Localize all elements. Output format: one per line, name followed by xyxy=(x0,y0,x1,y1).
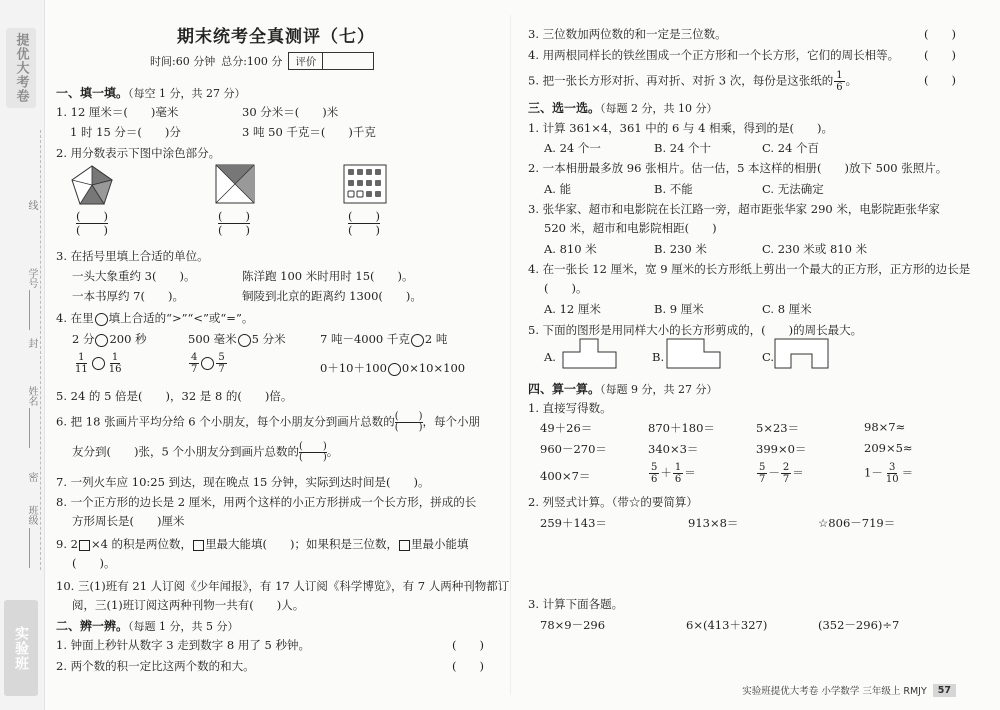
s2-q3-answer[interactable]: ( ) xyxy=(924,27,956,41)
s1-q4d: $\frac{1}{11}$ $\frac{1}{16}$ xyxy=(75,352,122,375)
q6-frac-blank-1[interactable]: $\frac{( )}{( )}$ xyxy=(394,411,423,433)
brand-logo-top: 提优大考卷 xyxy=(6,28,36,108)
section1-title: 一、填一填。（每空 1 分，共 27 分） xyxy=(56,86,246,100)
page-footer xyxy=(742,683,956,697)
page-title: 期末统考全真测评（七） xyxy=(177,27,375,47)
calc-10: $\frac{5}{6}$ ＋ $\frac{1}{6}$ ＝ xyxy=(651,462,696,485)
calc-7: 399×0＝ xyxy=(756,442,807,456)
s3-q4-opt-b[interactable]: B. 9 厘米 xyxy=(654,302,704,316)
shape-a xyxy=(562,338,618,370)
answer-circle[interactable] xyxy=(411,334,424,347)
calc-5: 960－270＝ xyxy=(540,442,607,456)
s1-q10-line2: 阅，三(1)班订阅这两种刊物一共有( )人。 xyxy=(72,598,305,612)
s1-q2: 2. 用分数表示下图中涂色部分。 xyxy=(56,146,221,160)
rating-label: 评价 xyxy=(295,55,317,68)
square-blank-icon xyxy=(79,540,90,551)
page-number: 57 xyxy=(933,684,956,697)
s1-q6-line1: 6. 把 18 张画片平均分给 6 个小朋友，每个小朋友分到画片总数的 $\frac{( )}{( )}$ ，每个小朋 xyxy=(56,411,481,433)
name-blank[interactable] xyxy=(29,408,30,448)
s1-q9-line1: 9. 2 ×4 的积是两位数， 里最大能填( )；如果积是三位数， 里最小能填 xyxy=(56,537,469,551)
q6-frac-blank-2[interactable]: $\frac{( )}{( )}$ xyxy=(298,441,327,463)
s2-q1: 1. 钟面上秒针从数字 3 走到数字 8 用了 5 秒钟。 xyxy=(56,638,311,652)
s1-q8-line2: 方形周长是( )厘米 xyxy=(72,514,185,528)
s1-q1d: 3 吨 50 千克＝( )千克 xyxy=(242,125,376,139)
s2-q2-answer[interactable]: ( ) xyxy=(452,659,484,673)
s3-q3-opt-a[interactable]: A. 810 米 xyxy=(544,242,597,256)
s1-q4b: 500 毫米 5 分米 xyxy=(188,332,286,346)
s3-q4-line1: 4. 在一张长 12 厘米，宽 9 厘米的长方形纸上剪出一个最大的正方形，正方形的边长是 xyxy=(528,262,971,276)
s2-q2: 2. 两个数的积一定比这两个数的和大。 xyxy=(56,659,255,673)
grid-figure xyxy=(343,164,387,204)
s3-q1-opt-a[interactable]: A. 24 个一 xyxy=(544,141,601,155)
compare-circle-icon xyxy=(95,313,108,326)
footer-text: 实验班提优大考卷 小学数学 三年级上 RMJY xyxy=(742,686,927,697)
brand-logo-bottom: 实验班 xyxy=(4,600,38,696)
s1-q5: 5. 24 的 5 倍是( )，32 是 8 的( )倍。 xyxy=(56,389,293,403)
answer-circle[interactable] xyxy=(92,357,105,370)
s2-q1-answer[interactable]: ( ) xyxy=(452,638,484,652)
q2-answer-2[interactable]: ( ) ( ) xyxy=(218,209,250,237)
s1-q3b: 陈洋跑 100 米时用时 15( )。 xyxy=(242,269,414,283)
section2-title: 二、辨一辨。（每题 1 分，共 5 分） xyxy=(56,619,239,633)
s3-q5-opt-c[interactable]: C. xyxy=(762,350,775,364)
calc-1: 49＋26＝ xyxy=(540,421,593,435)
bind-label-dense: 密 xyxy=(26,472,37,482)
s1-q3a: 一头大象重约 3( )。 xyxy=(72,269,196,283)
answer-circle[interactable] xyxy=(95,334,108,347)
calc-2: 870＋180＝ xyxy=(648,421,715,435)
binding-strip xyxy=(0,0,45,710)
s1-q1a: 1. 12 厘米＝( )毫米 xyxy=(56,105,179,119)
square-blank-icon xyxy=(193,540,204,551)
s1-q10-line1: 10. 三(1)班有 21 人订阅《少年闻报》，有 17 人订阅《科学博览》，有 7 人两种刊物都订 xyxy=(56,579,510,593)
exam-meta xyxy=(150,52,374,70)
s3-q4-line2: ( )。 xyxy=(544,281,588,295)
vertical-calc-1: 259＋143＝ xyxy=(540,516,607,530)
s3-q4-opt-c[interactable]: C. 8 厘米 xyxy=(762,302,812,316)
pentagon-figure xyxy=(70,164,114,206)
s1-q1b: 30 分米＝( )米 xyxy=(242,105,339,119)
calc-6: 340×3＝ xyxy=(648,442,699,456)
s3-q2: 2. 一本相册最多放 96 张相片。估一估，5 本这样的相册( )放下 500 张照片。 xyxy=(528,161,948,175)
s4-q1: 1. 直接写得数。 xyxy=(528,401,612,415)
vertical-calc-3: ☆806－719＝ xyxy=(818,516,896,530)
calc-11: $\frac{5}{7}$ － $\frac{2}{7}$ ＝ xyxy=(759,462,804,485)
field-student-id: 学号 xyxy=(26,268,37,288)
student-id-blank[interactable] xyxy=(29,290,30,330)
s3-q1-opt-c[interactable]: C. 24 个百 xyxy=(762,141,819,155)
square-blank-icon xyxy=(399,540,410,551)
calc-12: 1－ $\frac{3}{10}$ ＝ xyxy=(864,462,914,485)
s3-q1-opt-b[interactable]: B. 24 个十 xyxy=(654,141,712,155)
bind-label-seal: 封 xyxy=(26,338,37,348)
s2-q4: 4. 用两根同样长的铁丝围成一个正方形和一个长方形，它们的周长相等。 xyxy=(528,48,900,62)
s1-q9-line2: ( )。 xyxy=(72,556,116,570)
s3-q5: 5. 下面的图形是用同样大小的长方形剪成的，( )的周长最大。 xyxy=(528,323,863,337)
time-limit: 时间:60 分钟 xyxy=(150,55,216,68)
s1-q4: 4. 在里 填上合适的“>”“<”或“=”。 xyxy=(56,311,254,325)
s3-q3-opt-c[interactable]: C. 230 米或 810 米 xyxy=(762,242,868,256)
class-blank[interactable] xyxy=(29,528,30,568)
s3-q5-opt-b[interactable]: B. xyxy=(652,350,665,364)
s3-q2-opt-c[interactable]: C. 无法确定 xyxy=(762,182,824,196)
shape-c xyxy=(774,338,830,370)
bind-label-line: 线 xyxy=(26,200,37,210)
rating-box xyxy=(288,52,374,70)
s3-q3-line2: 520 米，超市和电影院相距( ) xyxy=(544,221,717,235)
rating-input[interactable] xyxy=(322,53,373,69)
mixed-calc-1: 78×9－296 xyxy=(540,618,606,632)
total-score: 总分:100 分 xyxy=(221,55,283,68)
s3-q3-opt-b[interactable]: B. 230 米 xyxy=(654,242,707,256)
answer-circle[interactable] xyxy=(388,363,401,376)
field-name: 姓名 xyxy=(26,386,37,406)
s3-q3-line1: 3. 张华家、超市和电影院在长江路一旁，超市距张华家 290 米，电影院距张华家 xyxy=(528,202,940,216)
answer-circle[interactable] xyxy=(201,357,214,370)
cut-line xyxy=(40,130,41,570)
s4-q3: 3. 计算下面各题。 xyxy=(528,597,624,611)
s1-q1c: 1 时 15 分＝( )分 xyxy=(70,125,181,139)
q2-answer-1[interactable]: ( ) ( ) xyxy=(76,209,108,237)
column-divider xyxy=(510,15,511,695)
mixed-calc-3: (352－296)÷7 xyxy=(818,618,900,632)
calc-9: 400×7＝ xyxy=(540,469,591,483)
answer-circle[interactable] xyxy=(238,334,251,347)
s1-q8-line1: 8. 一个正方形的边长是 2 厘米，用两个这样的小正方形拼成一个长方形，拼成的长 xyxy=(56,495,477,509)
s1-q7: 7. 一列火车应 10:25 到达，现在晚点 15 分钟，实际到达时间是( )。 xyxy=(56,475,430,489)
vertical-calc-2: 913×8＝ xyxy=(688,516,739,530)
s1-q3c: 一本书厚约 7( )。 xyxy=(72,289,184,303)
s1-q4e: $\frac{4}{7}$ $\frac{5}{7}$ xyxy=(191,352,225,375)
calc-3: 5×23＝ xyxy=(756,421,800,435)
s1-q3d: 铜陵到北京的距离约 1300( )。 xyxy=(242,289,422,303)
s2-q5-answer[interactable]: ( ) xyxy=(924,73,956,87)
s3-q5-opt-a[interactable]: A. xyxy=(544,350,556,364)
s1-q3: 3. 在括号里填上合适的单位。 xyxy=(56,249,209,263)
shape-b xyxy=(666,338,722,370)
mixed-calc-2: 6×(413＋327) xyxy=(686,618,768,632)
q2-answer-3[interactable]: ( ) ( ) xyxy=(348,209,380,237)
section3-title: 三、选一选。（每题 2 分，共 10 分） xyxy=(528,101,718,115)
s3-q1: 1. 计算 361×4，361 中的 6 与 4 相乘，得到的是( )。 xyxy=(528,121,834,135)
s1-q6-line2: 友分到( )张，5 个小朋友分到画片总数的 $\frac{( )}{( )}$ 。 xyxy=(72,441,339,463)
calc-8: 209×5≈ xyxy=(864,441,913,455)
s2-q3: 3. 三位数加两位数的和一定是三位数。 xyxy=(528,27,727,41)
s1-q4a: 2 分 200 秒 xyxy=(72,332,147,346)
s2-q4-answer[interactable]: ( ) xyxy=(924,48,956,62)
section4-title: 四、算一算。（每题 9 分，共 27 分） xyxy=(528,382,718,396)
square-figure xyxy=(215,164,255,204)
s1-q4f: 0＋10＋100 0×10×100 xyxy=(320,361,466,375)
s2-q5: 5. 把一张长方形对折、再对折、对折 3 次，每份是这张纸的 $\frac{1}{6}$ 。 xyxy=(528,70,858,93)
calc-4: 98×7≈ xyxy=(864,420,906,434)
s4-q2: 2. 列竖式计算。（带☆的要简算） xyxy=(528,495,698,509)
s3-q4-opt-a[interactable]: A. 12 厘米 xyxy=(544,302,601,316)
s1-q4c: 7 吨－4000 千克 2 吨 xyxy=(320,332,448,346)
s3-q2-opt-a[interactable]: A. 能 xyxy=(544,182,572,196)
s3-q2-opt-b[interactable]: B. 不能 xyxy=(654,182,693,196)
field-class: 班级 xyxy=(26,505,37,525)
